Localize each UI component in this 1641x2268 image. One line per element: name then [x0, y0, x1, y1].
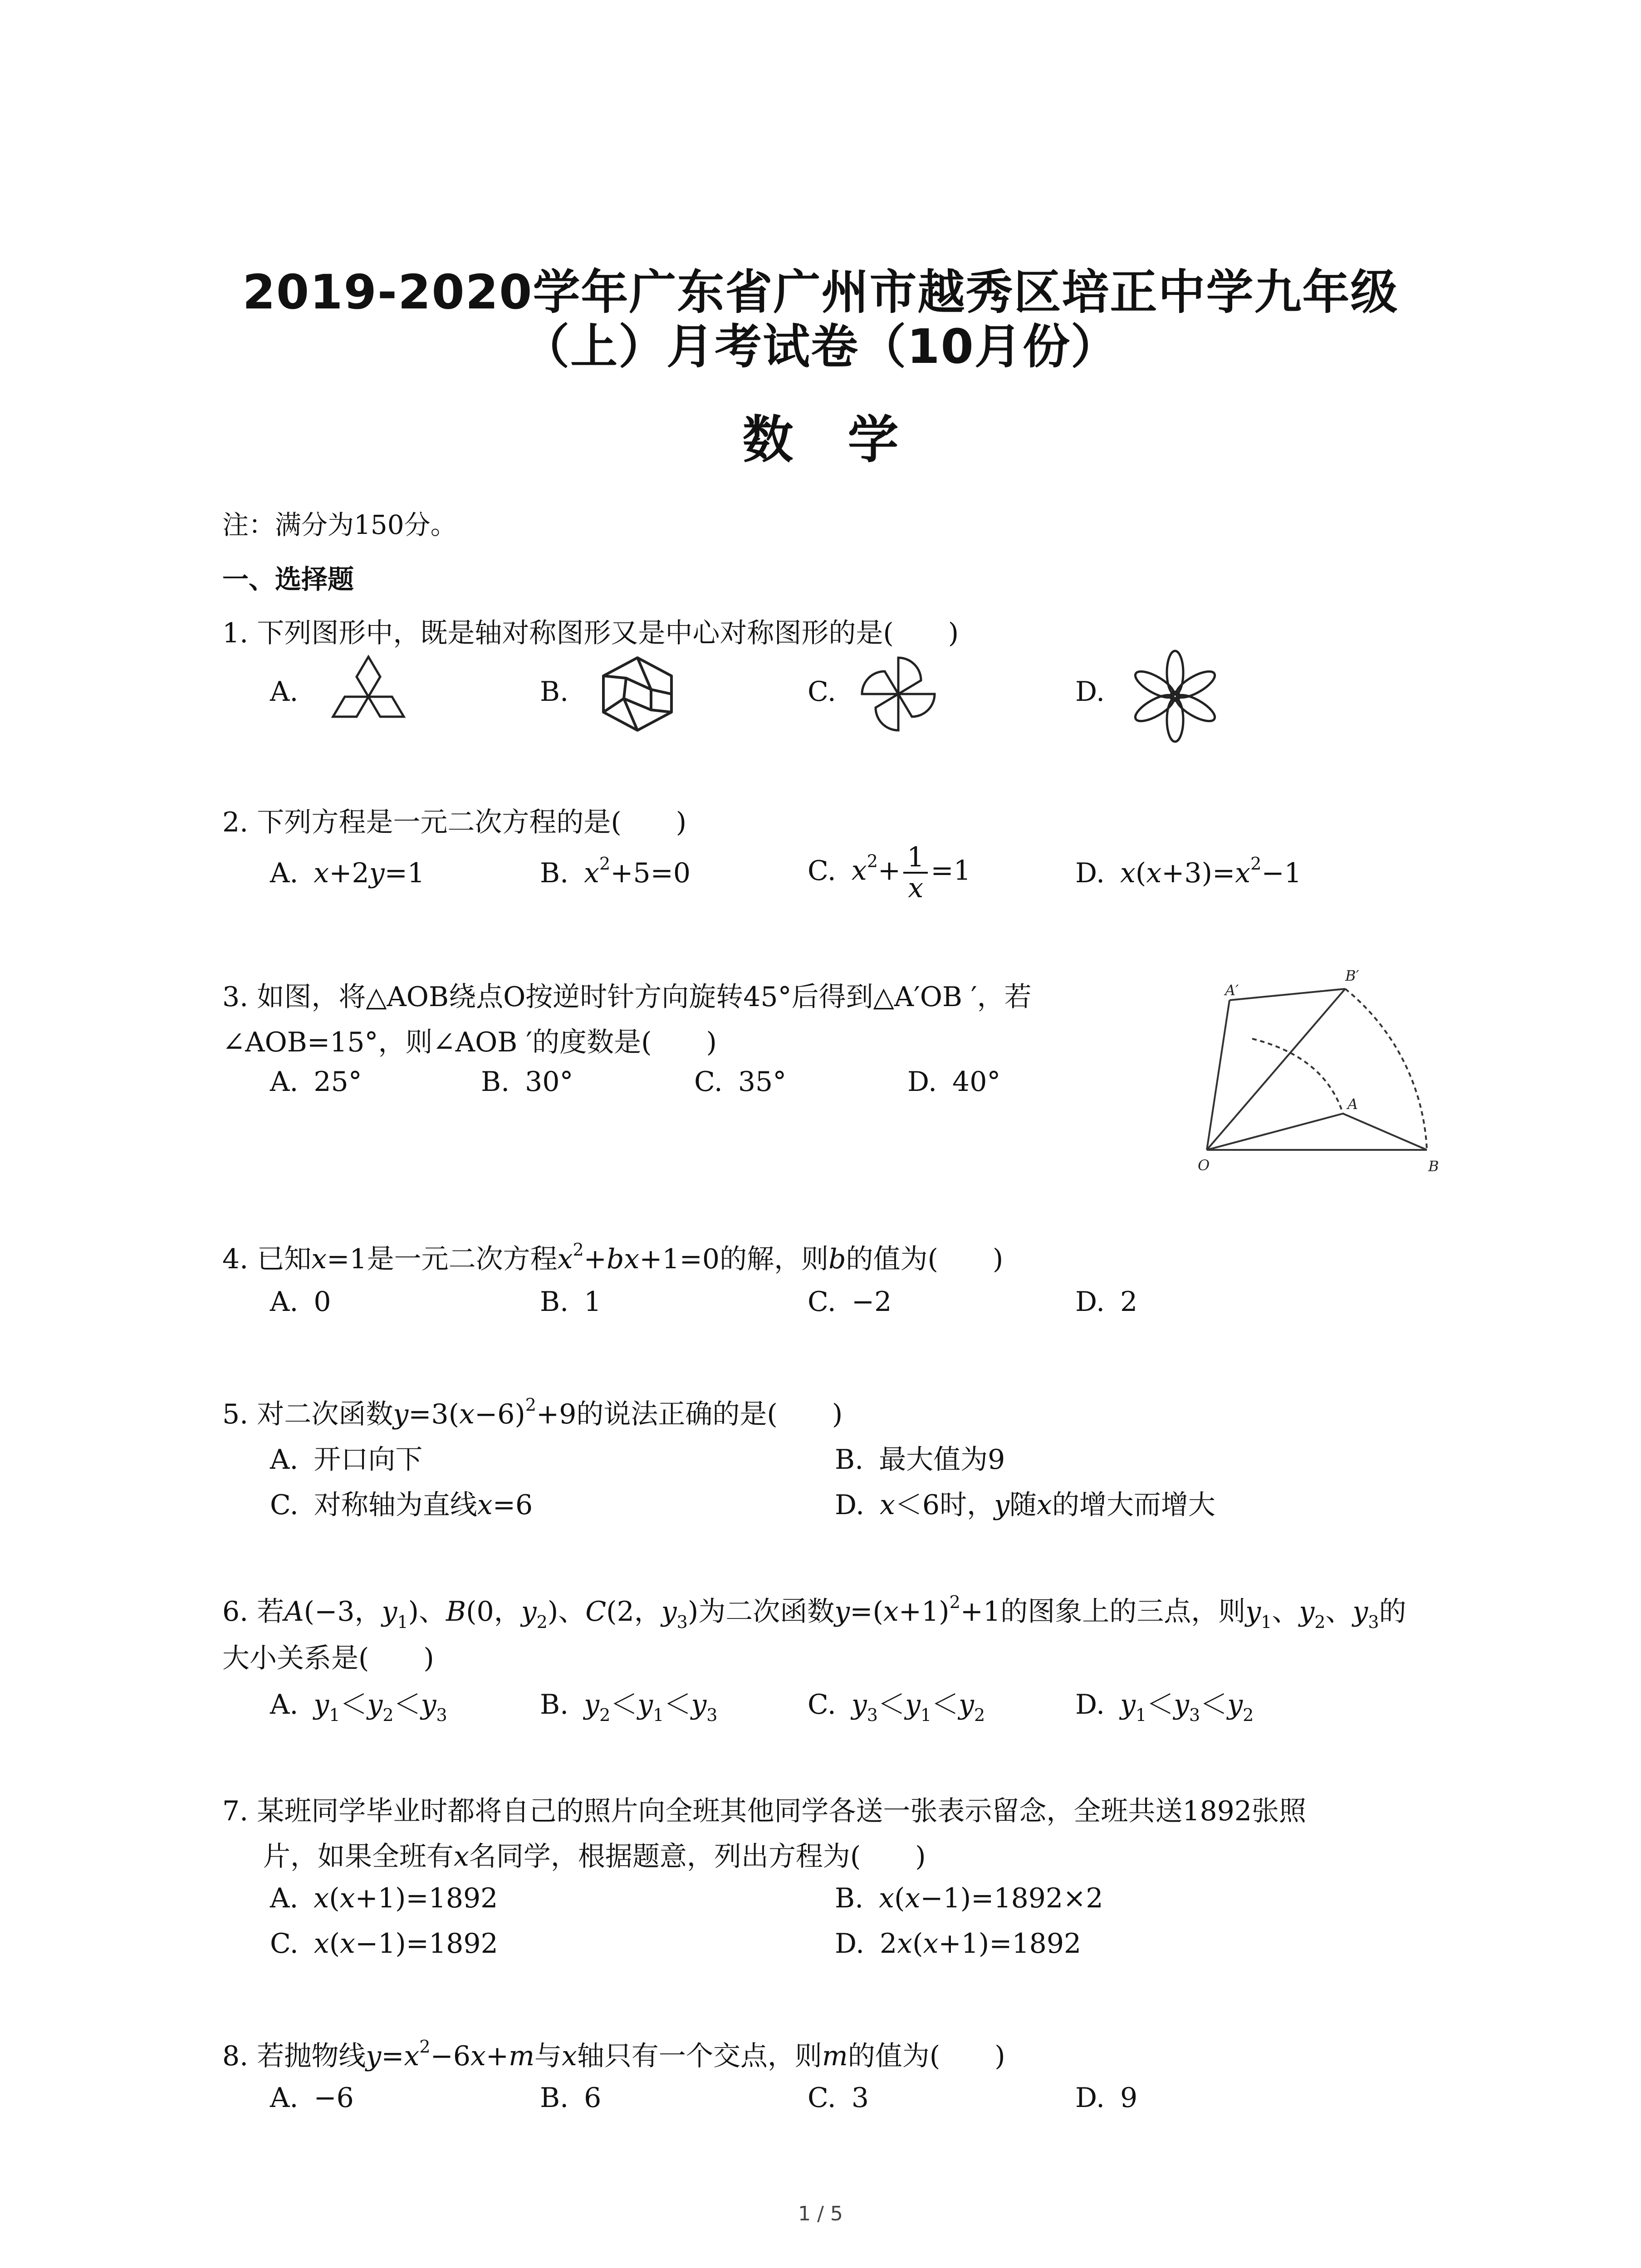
q1-option-d-label: D. [1075, 676, 1105, 708]
q6-option-a: A. $y_1<y_2<y_3$ [270, 1689, 447, 1725]
q6-option-d: D. $y_1<y_3<y_2$ [1075, 1689, 1254, 1725]
question-1-stem: 1. 下列图形中，既是轴对称图形又是中心对称图形的是( ) [222, 617, 959, 649]
question-4-stem: 4. 已知x=1是一元二次方程$x^2+bx+1=0$的解，则b的值为( ) [222, 1240, 1004, 1275]
q1-option-a-label: A. [270, 676, 299, 708]
q1-option-c-label: C. [808, 676, 836, 708]
q3-option-a: A. 25° [270, 1066, 362, 1098]
question-3-stem-line1: 3. 如图，将△AOB绕点O按逆时针方向旋转45°后得到△A′OB ′，若 [222, 981, 1032, 1013]
label-b: B [1428, 1158, 1439, 1175]
q4-option-b: B. 1 [540, 1286, 602, 1318]
label-b-prime: B′ [1345, 967, 1359, 984]
section-heading: 一、选择题 [222, 564, 354, 595]
subject-title: 数学 [742, 411, 953, 469]
question-7-stem-line2: 片，如果全班有x名同学，根据题意，列出方程为( ) [263, 1841, 926, 1872]
q8-option-c: C. 3 [808, 2082, 869, 2114]
q7-option-d: D. 2x(x+1)=1892 [835, 1928, 1082, 1960]
question-8-stem: 8. 若抛物线$y=x^2-6x+m$与x轴只有一个交点，则m的值为( ) [222, 2037, 1005, 2072]
fraction: $\frac{1}{x}$ [903, 843, 928, 903]
q7-option-c: C. x(x−1)=1892 [270, 1928, 498, 1960]
q6-option-c: C. $y_3<y_1<y_2$ [808, 1689, 985, 1725]
score-note: 注：满分为150分。 [222, 509, 457, 540]
question-5-stem: 5. 对二次函数$y=3(x-6)^2+9$的说法正确的是( ) [222, 1395, 843, 1430]
question-2-stem: 2. 下列方程是一元二次方程的是( ) [222, 807, 687, 838]
q3-option-c: C. 35° [694, 1066, 787, 1098]
rotation-figure [1189, 957, 1470, 1175]
label-a: A [1347, 1095, 1358, 1113]
q3-option-b: B. 30° [481, 1066, 573, 1098]
question-3-stem-line2: ∠AOB=15°，则∠AOB ′的度数是( ) [222, 1026, 717, 1058]
q3-option-d: D. 40° [907, 1066, 1001, 1098]
q6-option-b: B. $y_2<y_1<y_3$ [540, 1689, 718, 1725]
label-a-prime: A′ [1225, 982, 1239, 999]
q8-option-d: D. 9 [1075, 2082, 1138, 2114]
exam-title-line1: 2019-2020学年广东省广州市越秀区培正中学九年级 [242, 264, 1399, 320]
six-petal-flower-icon [1125, 646, 1225, 746]
page-number: 1 / 5 [798, 2202, 843, 2225]
q5-option-a: A. 开口向下 [270, 1444, 423, 1476]
q1-option-b-label: B. [540, 676, 569, 708]
hexagon-knot-icon [585, 653, 690, 735]
three-rhombus-icon [318, 653, 422, 735]
question-6-stem-line2: 大小关系是( ) [222, 1642, 434, 1674]
q2-option-b: B. $x^2+5=0$ [540, 854, 691, 889]
question-7-stem-line1: 7. 某班同学毕业时都将自己的照片向全班其他同学各送一张表示留念，全班共送1892张照 [222, 1795, 1307, 1827]
q5-option-c: C. 对称轴为直线x=6 [270, 1489, 533, 1521]
question-6-stem-line1: 6. 若A(−3，$y_1$)、B(0，$y_2$)、C(2，$y_3$)为二次函数$y=(x+1)^2+1$的图象上的三点，则$y_1$、$y_2$、$y_3$的 [222, 1592, 1406, 1632]
q5-option-b: B. 最大值为9 [835, 1444, 1005, 1476]
q2-option-c: C. $x^2+$ $\frac{1}{x}$ =1 [808, 841, 971, 904]
q2-option-a: A. x+2y=1 [270, 857, 425, 889]
q8-option-b: B. 6 [540, 2082, 602, 2114]
q7-option-b: B. x(x−1)=1892×2 [835, 1882, 1103, 1914]
q4-option-a: A. 0 [270, 1286, 331, 1318]
exam-title-line2: （上）月考试卷（10月份） [522, 319, 1119, 374]
q4-option-d: D. 2 [1075, 1286, 1138, 1318]
pinwheel-icon [853, 649, 944, 739]
label-o: O [1198, 1157, 1210, 1174]
q8-option-a: A. −6 [270, 2082, 354, 2114]
q5-option-d: D. x＜6时，y随x的增大而增大 [835, 1489, 1215, 1521]
q2-option-d: D. $x(x+3)=x^2-1$ [1075, 854, 1302, 889]
q7-option-a: A. x(x+1)=1892 [270, 1882, 498, 1914]
q4-option-c: C. −2 [808, 1286, 892, 1318]
